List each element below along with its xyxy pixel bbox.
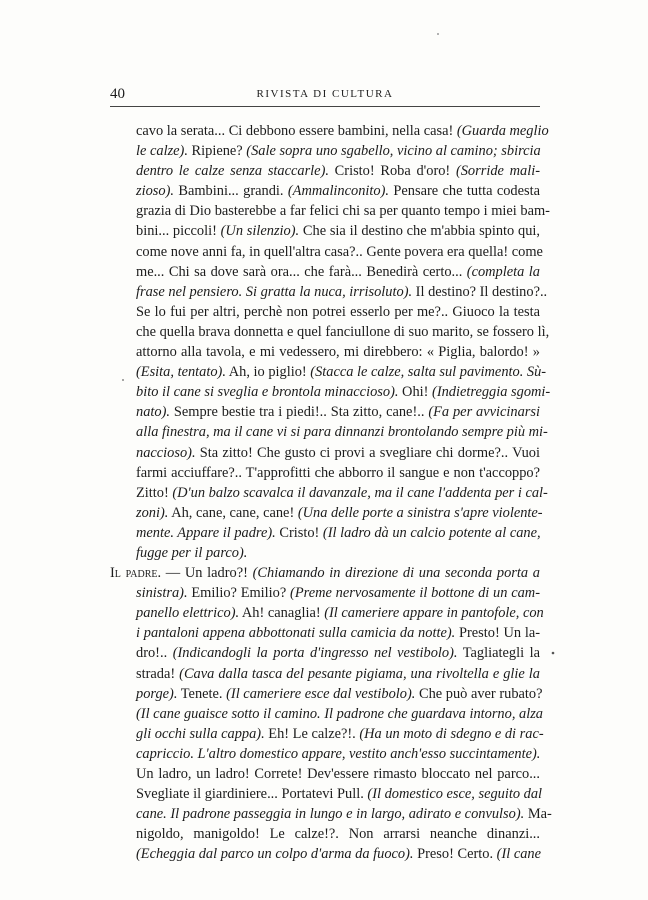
stage-direction: fugge per il parco). — [136, 544, 248, 561]
stage-direction: (Indicandogli la porta d'ingresso nel vestibolo). — [172, 645, 458, 662]
stage-direction: (Un silenzio). — [220, 223, 300, 240]
stage-direction: nato). — [136, 404, 170, 421]
speck — [552, 652, 555, 655]
dialogue-text: Ma- — [524, 806, 552, 823]
page-number: 40 — [110, 86, 125, 102]
dialogue-text: Ah, cane, cane, cane! — [168, 504, 298, 521]
dialogue-text: Pensare che tutta codesta — [389, 183, 541, 200]
dialogue-text: Zitto! — [136, 484, 173, 501]
stage-direction: (Guarda meglio — [456, 123, 549, 139]
stage-direction: mente. Appare il padre). — [136, 524, 276, 541]
dialogue-text: Eh! Le calze?!. — [264, 725, 360, 742]
stage-direction: gli occhi sulla cappa). — [136, 725, 265, 742]
stage-direction: porge). — [136, 685, 178, 702]
stage-direction: cane. Il padrone passeggia in lungo e in largo, adirato e convulso). — [136, 806, 525, 823]
stage-direction: (Chiamando in direzione di una seconda porta a — [252, 565, 540, 582]
stage-direction: (completa la — [466, 263, 540, 280]
stage-direction: zioso). — [136, 183, 174, 200]
dialogue-text: Svegliate il giardiniere... Portatevi Pull. — [136, 786, 368, 803]
stage-direction: i pantaloni appena abbottonati sulla camicia da notte). — [136, 625, 456, 642]
stage-direction: (D'un balzo scavalca il davanzale, ma il cane l'addenta per i cal- — [172, 484, 548, 501]
speck — [122, 379, 124, 381]
stage-direction: frase nel pensiero. Si gratta la nuca, irrisoluto). — [136, 283, 413, 300]
stage-direction: bito il cane si sveglia e brontola minaccioso). — [136, 384, 399, 401]
dialogue-text: Sempre bestie tra i piedi!.. Sta zitto, cane!.. — [169, 404, 429, 421]
dialogue-text: Cristo! Roba d'oro! — [328, 163, 456, 180]
dialogue-text: Preso! Certo. — [413, 846, 497, 863]
dialogue-text: che quella brava donnetta e quel fanciullone di suo marito, se fossero lì, — [136, 323, 550, 340]
dialogue-text: Bambini... grandi. — [173, 183, 288, 200]
dialogue-text: come nove anni fa, in quell'altra casa?.. Gente povera era quella! come — [136, 243, 543, 260]
stage-direction: (Il domestico esce, seguito dal — [367, 786, 543, 803]
stage-direction: (Il ladro dà un calcio potente al cane, — [322, 524, 541, 541]
stage-direction: (Stacca le calze, salta sul pavimento. Sù- — [310, 364, 547, 381]
dialogue-text: Sta zitto! Che gusto ci provi a svegliare chi dorme?.. Vuoi — [195, 444, 540, 461]
stage-direction: (Una delle porte a sinistra s'apre violente- — [297, 504, 543, 521]
dialogue-text: dro!.. — [136, 645, 173, 662]
speck — [437, 33, 439, 35]
stage-direction: (Fa per avvicinarsi — [428, 404, 541, 421]
dialogue-text: Ohi! — [398, 384, 433, 401]
dialogue-text: me... Chi sa dove sarà ora... che farà... Benedirà certo... — [136, 263, 467, 280]
stage-direction: naccioso). — [136, 444, 196, 461]
dialogue-text: Il destino? Il destino?.. — [412, 283, 548, 300]
stage-direction: zoni). — [136, 504, 169, 521]
dialogue-text: Se lo fui per altri, perchè non potrei esserlo per me?.. Giuoco la testa — [136, 303, 540, 320]
dialogue-text: — Un ladro?! — [161, 565, 253, 582]
stage-direction: (Il cameriere appare in pantofole, con — [324, 605, 544, 622]
dialogue-text: Tenete. — [177, 685, 227, 702]
dialogue-text: farmi acciuffare?.. T'approfitti che abborro il sangue e non t'accoppo? — [136, 464, 540, 481]
stage-direction: (Ha un moto di sdegno e di rac- — [359, 725, 544, 742]
dialogue-text: nigoldo, manigoldo! Le calze!?. Non arrarsi neanche dinanzi... — [136, 826, 540, 843]
stage-direction: (Ammalinconito). — [287, 183, 389, 200]
stage-direction: (Sorride mali- — [455, 163, 540, 180]
stage-direction: (Il cane guaisce sotto il camino. Il padrone che guardava intorno, alza — [136, 705, 544, 722]
dialogue-text: grazia di Dio basterebbe a far felici chi sa per quanto tempo i miei bam- — [136, 203, 550, 220]
stage-direction: (Cava dalla tasca del pesante pigiama, una rivoltella e glie la — [179, 665, 540, 682]
stage-direction: (Echeggia dal parco un colpo d'arma da fuoco). — [136, 846, 414, 863]
dialogue-text: Ah! canaglia! — [239, 605, 325, 622]
stage-direction: (Sale sopra uno sgabello, vicino al camino; sbircia — [246, 143, 541, 160]
dialogue-text: attorno alla tavola, e mi vedessero, mi direbbero: « Piglia, balordo! » — [136, 344, 540, 361]
dialogue-text: Un ladro, un ladro! Correte! Dev'essere rimasto bloccato nel parco... — [136, 766, 540, 782]
dialogue-text: Cristo! — [275, 524, 323, 541]
dialogue-text: Tagliategli la — [457, 645, 540, 662]
stage-direction: panello elettrico). — [136, 605, 240, 622]
stage-direction: (Esita, tentato). — [136, 364, 226, 381]
dialogue-text: cavo la serata... Ci debbono essere bambini, nella casa! — [136, 123, 457, 139]
stage-direction: sinistra). — [136, 585, 188, 602]
dialogue-text: Ah, io piglio! — [225, 364, 311, 381]
speaker-name: Il padre. — [110, 565, 162, 582]
dialogue-text: Ripiene? — [187, 143, 247, 160]
stage-direction: dentro le calze senza staccarle). — [136, 163, 329, 180]
dialogue-text: strada! — [136, 665, 180, 682]
stage-direction: le calze). — [136, 143, 188, 160]
stage-direction: (Il cameriere esce dal vestibolo). — [226, 685, 416, 702]
dialogue-text: Che può aver rubato? — [415, 685, 543, 702]
dialogue-text: Emilio? Emilio? — [187, 585, 291, 602]
dialogue-text: Che sia il destino che m'abbia spinto qui, — [299, 223, 540, 240]
stage-direction: (Il cane — [496, 846, 542, 863]
running-title: RIVISTA DI CULTURA — [256, 88, 394, 100]
stage-direction: (Indietreggia sgomi- — [432, 384, 551, 401]
dialogue-text: bini... piccoli! — [136, 223, 221, 240]
stage-direction: capriccio. L'altro domestico appare, vestito anch'esso succintamente). — [136, 745, 541, 762]
stage-direction: alla finestra, ma il cane vi si para dinnanzi brontolando sempre più mi- — [136, 424, 548, 441]
dialogue-text: Presto! Un la- — [455, 625, 540, 642]
stage-direction: (Preme nervosamente il bottone di un cam- — [290, 585, 540, 602]
